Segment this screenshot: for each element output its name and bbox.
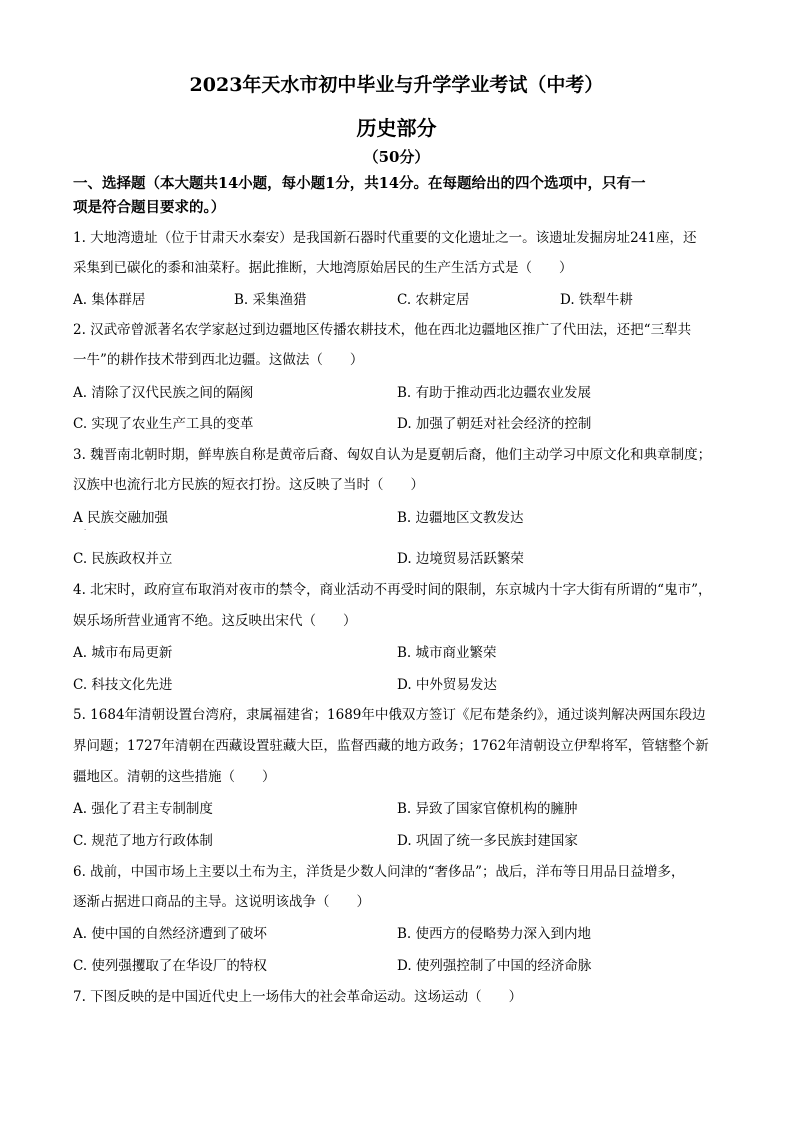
question-2-text-line-2: 一牛”的耕作技术带到西北边疆。这做法（ ） [73, 352, 364, 368]
question-2-option-a[interactable]: A. 清除了汉代民族之间的隔阂 [73, 385, 254, 401]
section-heading-line-1: 一、选择题（本大题共14小题，每小题1分，共14分。在每题给出的四个选项中，只有一 [73, 175, 646, 192]
question-3-option-a[interactable]: A 民族交融加强 [73, 510, 169, 526]
question-6-option-b[interactable]: B. 使西方的侵略势力深入到内地 [397, 926, 592, 942]
question-5-option-a[interactable]: A. 强化了君主专制制度 [73, 801, 213, 817]
question-3-option-d[interactable]: D. 边境贸易活跃繁荣 [397, 551, 524, 567]
question-5-option-c[interactable]: C. 规范了地方行政体制 [73, 833, 213, 849]
question-3-text-line-2: 汉族中也流行北方民族的短衣打扮。这反映了当时（ ） [73, 477, 424, 493]
question-1-option-d[interactable]: D. 铁犁牛耕 [560, 292, 633, 308]
question-4-option-d[interactable]: D. 中外贸易发达 [397, 677, 497, 693]
question-1-option-a[interactable]: A. 集体群居 [73, 292, 146, 308]
question-5-option-b[interactable]: B. 异致了国家官僚机构的臃肿 [397, 801, 578, 817]
exam-title: 2023年天水市初中毕业与升学学业考试（中考） [189, 74, 604, 96]
question-4-option-c[interactable]: C. 科技文化先进 [73, 677, 173, 693]
question-1-option-b[interactable]: B. 采集渔猎 [234, 292, 307, 308]
question-2-option-c[interactable]: C. 实现了农业生产工具的变革 [73, 416, 254, 432]
question-2-text-line-1: 2. 汉武帝曾派著名农学家赵过到边疆地区传播农耕技术，他在西北边疆地区推广了代田法，还把“三犁共 [73, 322, 692, 338]
scan-artifact-mark: · [84, 526, 87, 534]
question-4-option-b[interactable]: B. 城市商业繁荣 [397, 645, 497, 661]
question-1-option-c[interactable]: C. 农耕定居 [397, 292, 470, 308]
question-4-text-line-1: 4. 北宋时，政府宣布取消对夜市的禁令，商业活动不再受时间的限制，东京城内十字大街有所谓的“鬼市”， [73, 582, 712, 598]
question-6-text-line-1: 6. 战前，中国市场上主要以土布为主，洋货是少数人问津的“奢侈品”；战后，洋布等日用品日益增多， [73, 864, 685, 880]
question-6-option-d[interactable]: D. 使列强控制了中国的经济命脉 [397, 958, 592, 974]
question-5-text-line-1: 5. 1684年清朝设置台湾府，隶属福建省；1689年中俄双方签订《尼布楚条约》，通过谈判解决两国东段边 [73, 707, 706, 723]
section-heading-line-2: 项是符合题目要求的。） [73, 199, 226, 216]
question-3-text-line-1: 3. 魏晋南北朝时期，鲜卑族自称是黄帝后裔、匈奴自认为是夏朝后裔，他们主动学习中原文化和典章制度； [73, 447, 712, 463]
question-4-text-line-2: 娱乐场所营业通宵不绝。这反映出宋代（ ） [73, 613, 357, 629]
question-6-option-c[interactable]: C. 使列强攫取了在华设厂的特权 [73, 958, 267, 974]
question-3-option-b[interactable]: B. 边疆地区文教发达 [397, 510, 524, 526]
question-2-option-d[interactable]: D. 加强了朝廷对社会经济的控制 [397, 416, 592, 432]
question-4-option-a[interactable]: A. 城市布局更新 [73, 645, 173, 661]
subject-title: 历史部分 [356, 116, 437, 140]
question-5-text-line-3: 疆地区。清朝的这些措施（ ） [73, 769, 276, 785]
question-2-option-b[interactable]: B. 有助于推动西北边疆农业发展 [397, 385, 592, 401]
score-label: （50分） [363, 148, 430, 166]
question-1-text-line-1: 1. 大地湾遗址（位于甘肃天水秦安）是我国新石器时代重要的文化遗址之一。该遗址发掘房址241座，还 [73, 230, 697, 246]
question-5-option-d[interactable]: D. 巩固了统一多民族封建国家 [397, 833, 578, 849]
question-3-option-c[interactable]: C. 民族政权并立 [73, 551, 173, 567]
question-6-option-a[interactable]: A. 使中国的自然经济遭到了破坏 [73, 926, 267, 942]
question-5-text-line-2: 界问题；1727年清朝在西藏设置驻藏大臣，监督西藏的地方政务；1762年清朝设立伊犁将军，管辖整个新 [73, 738, 709, 754]
question-7-text-line-1: 7. 下图反映的是中国近代史上一场伟大的社会革命运动。这场运动（ ） [73, 989, 523, 1005]
question-1-text-line-2: 采集到已碳化的黍和油菜籽。据此推断，大地湾原始居民的生产生活方式是（ ） [73, 260, 573, 276]
question-6-text-line-2: 逐渐占据进口商品的主导。这说明该战争（ ） [73, 894, 370, 910]
